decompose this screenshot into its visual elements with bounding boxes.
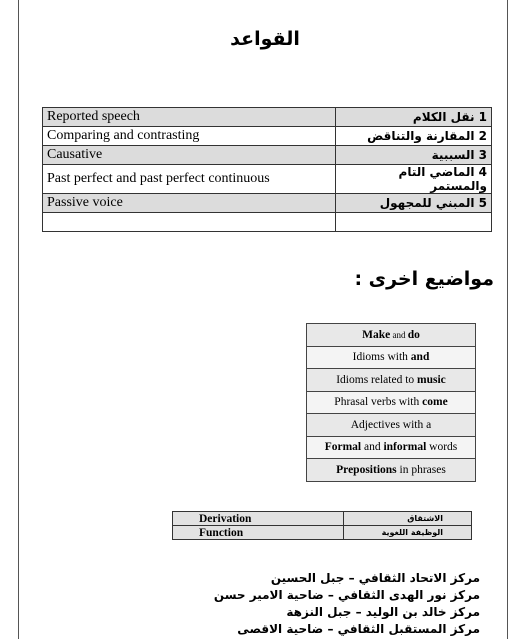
topic-cell <box>307 436 476 459</box>
centers-list <box>214 570 480 638</box>
topic-cell <box>307 414 476 437</box>
grammar-en-cell: Causative <box>43 146 336 165</box>
topic-text: Make <box>362 328 391 341</box>
grammar-ar-cell: 3 السببية <box>336 146 492 165</box>
table-row <box>307 346 476 369</box>
table-row <box>307 414 476 437</box>
table-row <box>43 194 492 213</box>
topic-text: in phrases <box>396 463 446 476</box>
table-row <box>307 324 476 347</box>
grammar-en-cell: Past perfect and past perfect continuous <box>43 165 336 194</box>
grammar-ar-cell: 1 نقل الكلام <box>336 108 492 127</box>
grammar-en-cell: Passive voice <box>43 194 336 213</box>
topic-text: Phrasal verbs with <box>334 396 423 409</box>
topic-text: Prepositions <box>336 463 397 476</box>
table-row <box>307 391 476 414</box>
grammar-en-cell: Reported speech <box>43 108 336 127</box>
list-item: مركز المستقبل الثقافي – ضاحية الاقصى <box>237 622 480 636</box>
grammar-table <box>42 107 492 232</box>
table-row <box>43 127 492 146</box>
topic-text: Idioms with <box>352 351 411 364</box>
list-item: مركز خالد بن الوليد – جبل النزهة <box>286 605 480 619</box>
topic-cell <box>307 324 476 347</box>
derivation-ar-cell: الاشتقاق <box>344 512 472 526</box>
topic-text: music <box>417 373 446 386</box>
derivation-en-cell: Function <box>173 526 344 540</box>
derivation-table <box>172 511 472 540</box>
other-topics-heading: مواضيع اخرى : <box>354 268 494 290</box>
table-row <box>173 512 472 526</box>
topic-cell <box>307 391 476 414</box>
table-row <box>307 369 476 392</box>
topic-cell <box>307 369 476 392</box>
topic-text: informal <box>383 441 427 454</box>
topic-text: Adjectives with a <box>350 418 432 431</box>
topic-text: and <box>410 351 430 364</box>
table-row <box>43 108 492 127</box>
topic-text: come <box>422 396 448 409</box>
grammar-ar-cell <box>336 213 492 232</box>
topic-cell <box>307 459 476 482</box>
table-row <box>43 165 492 194</box>
topic-text: and <box>361 441 384 454</box>
topic-text: words <box>426 441 458 454</box>
page-border-right <box>507 0 508 639</box>
topics-table <box>306 323 476 482</box>
topic-text: Formal <box>324 441 362 454</box>
topic-cell <box>307 346 476 369</box>
table-row <box>173 526 472 540</box>
list-item: مركز نور الهدى الثقافي – ضاحية الامير حسن <box>213 588 480 602</box>
table-row <box>43 146 492 165</box>
list-item: مركز الاتحاد الثقافي – جبل الحسين <box>270 571 480 585</box>
page-border-left <box>18 0 19 639</box>
topic-text: do <box>407 328 420 341</box>
table-row <box>307 459 476 482</box>
derivation-ar-cell: الوظيفة اللغوية <box>344 526 472 540</box>
grammar-en-cell <box>43 213 336 232</box>
table-row <box>307 436 476 459</box>
grammar-ar-cell: 2 المقارنة والتناقض <box>336 127 492 146</box>
grammar-ar-cell: 5 المبني للمجهول <box>336 194 492 213</box>
topic-text: Idioms related to <box>336 373 418 386</box>
derivation-en-cell: Derivation <box>173 512 344 526</box>
grammar-ar-cell: 4 الماضي التام والمستمر <box>336 165 492 194</box>
table-row <box>43 213 492 232</box>
page-title: القواعد <box>230 28 300 50</box>
topic-text: and <box>390 329 408 340</box>
grammar-en-cell: Comparing and contrasting <box>43 127 336 146</box>
